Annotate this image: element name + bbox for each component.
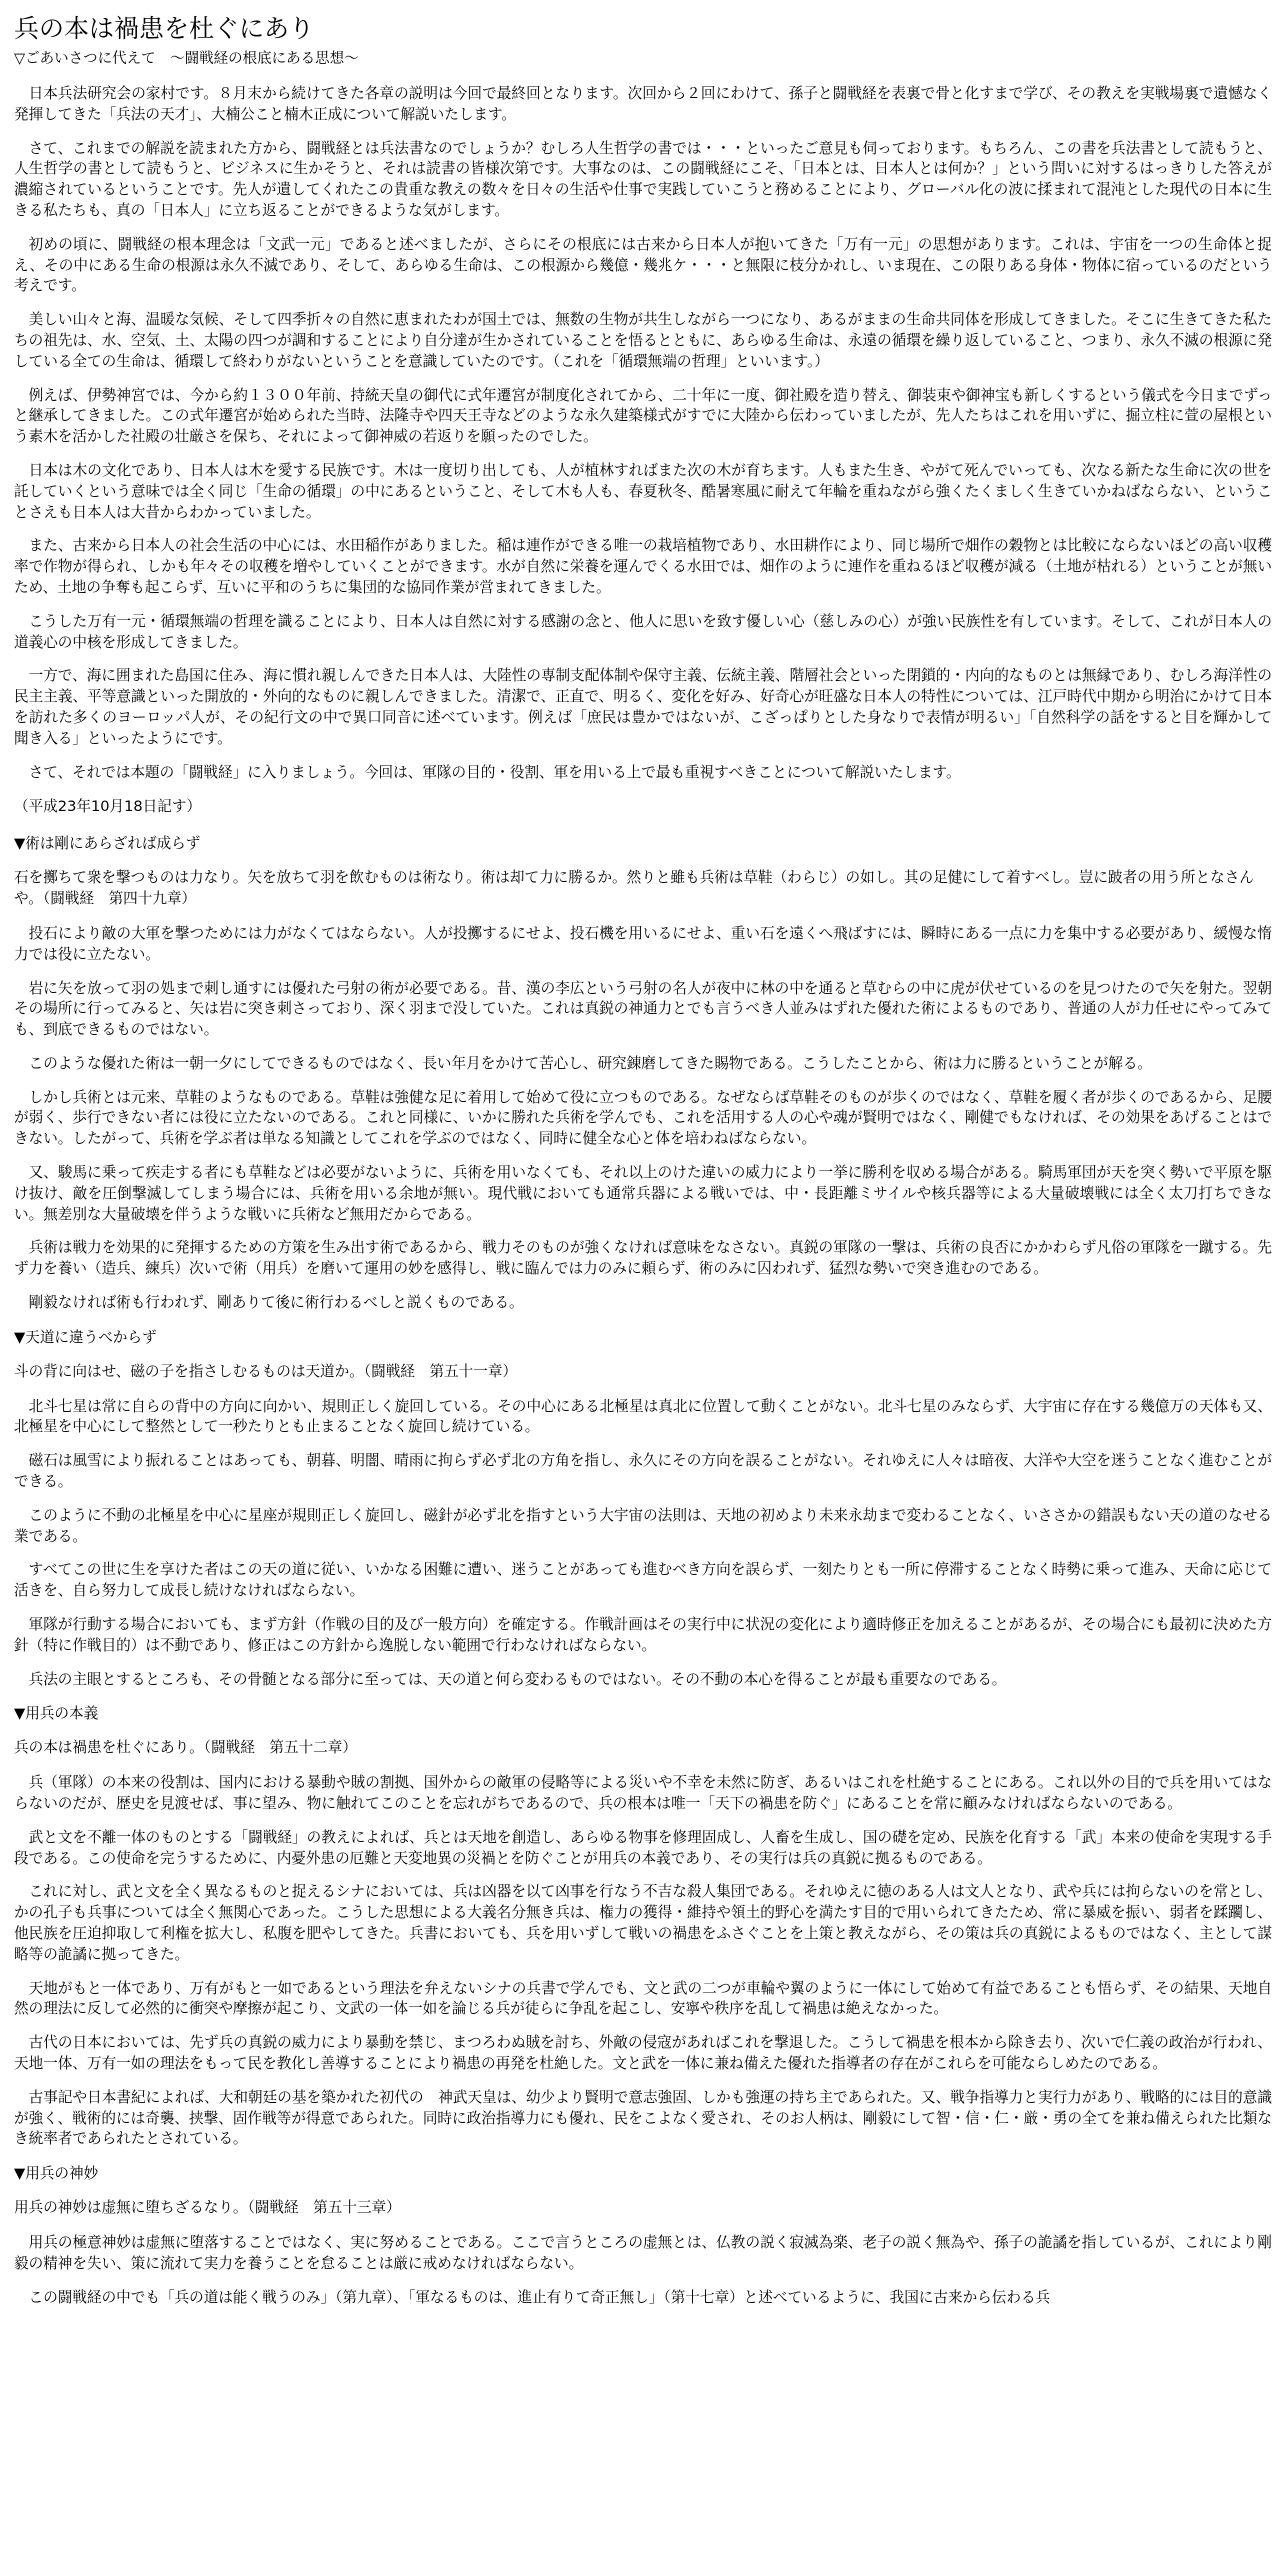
section-quote: 兵の本は禍患を杜ぐにあり。（闘戦経 第五十二章） [14, 1739, 357, 1757]
section-paragraph: 又、駿馬に乗って疾走する者にも草鞋などは必要がないように、兵術を用いなくても、それ以上のけた違いの威力により一挙に勝利を収める場合がある。騎馬軍団が天を突く勢いで平原を駆け抜け、敵を圧倒撃滅してしまう場合には、兵術を用いる余地が無い。現代戦においても通常兵器による戦いでは、中・長距離ミサイルや核兵器等による大量破壊戦には全く太刀打ちできない。無差別な大量破壊を伴うような戦いに兵術など無用だからである。 [14, 1164, 1272, 1223]
intro-paragraph: さて、それでは本題の「闘戦経」に入りましょう。今回は、軍隊の目的・役割、軍を用いる上で最も重視すべきことについて解説いたします。 [28, 763, 961, 781]
date-note: （平成23年10月18日記す） [14, 798, 202, 816]
section-paragraph: この闘戦経の中でも「兵の道は能く戦うのみ」（第九章）、「軍なるものは、進止有りて奇正無し」（第十七章）と述べているように、我国に古来から伝わる兵 [28, 2288, 1051, 2306]
section-quote: 用兵の神妙は虚無に堕ちざるなり。（闘戦経 第五十三章） [14, 2199, 401, 2217]
section-paragraph: 磁石は風雪により振れることはあっても、朝暮、明闇、晴雨に拘らず必ず北の方角を指し、永久にその方向を誤ることがない。それゆえに人々は暗夜、大洋や大空を迷うことなく進むことができる。 [14, 1452, 1272, 1491]
section-paragraph: 剛毅なければ術も行われず、剛ありて後に術行わるべしと説くものである。 [28, 1294, 524, 1312]
page-title: 兵の本は禍患を杜ぐにあり [14, 14, 315, 43]
section-heading: ▼術は剛にあらざれば成らず [14, 835, 201, 853]
intro-paragraph: 例えば、伊勢神宮では、今から約１３００年前、持統天皇の御代に式年遷宮が制度化されてから、二十年に一度、御社殿を造り替え、御装束や御神宝も新しくするという儀式を今日までずっと継承してきました。この式年遷宮が始められた当時、法隆寺や四天王寺などのような永久建築様式がすでに大陸から伝わっていましたが、先人たちはこれを用いずに、掘立柱に萱の屋根という素木を活かした社殿の壮厳さを保ち、それによって御神威の若返りを願ったのでした。 [14, 386, 1272, 446]
intro-paragraph: また、古来から日本人の社会生活の中心には、水田稲作がありました。稲は連作ができる唯一の栽培植物であり、水田耕作により、同じ場所で畑作の穀物とは比較にならないほどの高い収穫率で作物が得られ、しかも年々その収穫を増やしていくことができます。水が自然に栄養を運んでくる水田では、畑作のように連作を重ねるほど収穫が減る（土地が枯れる）ということが無いため、土地の争奪も起こらず、互いに平和のうちに集団的な協同作業が営まれてきました。 [14, 537, 1272, 596]
intro-paragraph: 初めの頃に、闘戦経の根本理念は「文武一元」であると述べましたが、さらにその根底には古来から日本人が抱いてきた「万有一元」の思想があります。これは、宇宙を一つの生命体と捉え、その中にある生命の根源は永久不滅であり、そして、あらゆる生命は、この根源から幾億・幾兆ケ・・・と無限に枝分かれし、いま現在、この限りある身体・物体に宿っているのだという考えです。 [14, 235, 1272, 295]
section-paragraph: 岩に矢を放って羽の処まで刺し通すには優れた弓射の術が必要である。昔、漢の李広という弓射の名人が夜中に林の中を通ると草むらの中に虎が伏せているのを見つけたので矢を射た。翌朝その場所に行ってみると、矢は岩に突き刺さっており、深く羽まで没していた。これは真鋭の神通力とでも言うべき人並みはずれた優れた術によるものであり、普通の人が力任せにやってみても、到底できるものではない。 [14, 979, 1272, 1039]
section-paragraph: このように不動の北極星を中心に星座が規則正しく旋回し、磁針が必ず北を指すという大宇宙の法則は、天地の初めより未来永劫まで変わることなく、いささかの錯誤もない天の道のなせる業である。 [14, 1506, 1272, 1545]
section-paragraph: 北斗七星は常に自らの背中の方向に向かい、規則正しく旋回している。その中心にある北極星は真北に位置して動くことがない。北斗七星のみならず、大宇宙に存在する幾億万の天体も又、北極星を中心にして整然として一秒たりとも止まることなく旋回し続けている。 [14, 1397, 1272, 1436]
section-paragraph: これに対し、武と文を全く異なるものと捉えるシナにおいては、兵は凶器を以て凶事を行なう不吉な殺人集団である。それゆえに徳のある人は文人となり、武や兵には拘らないのを常とし、かの孔子も兵事については全く無関心であった。こうした思想による大義名分無き兵は、権力の獲得・維持や領土的野心を満たす目的で用いられてきたため、常に暴威を振い、弱者を蹂躙し、他民族を圧迫抑取して利権を拡大し、私腹を肥やしてきた。兵書においても、兵を用いずして戦いの禍患をふさぐことを上策と教えながら、その策は兵の真鋭によるものではなく、主として謀略等の詭譎に拠ってきた。 [14, 1883, 1272, 1963]
section-paragraph: しかし兵術とは元来、草鞋のようなものである。草鞋は強健な足に着用して始めて役に立つものである。なぜならば草鞋そのものが歩くのではなく、草鞋を履く者が歩くのであるから、足腰が弱く、歩行できない者には役に立たないのである。これと同様に、いかに勝れた兵術を学んでも、これを活用する人の心や魂が賢明ではなく、剛健でもなければ、その効果をあげることはできない。したがって、兵術を学ぶ者は単なる知識としてこれを学ぶのではなく、同時に健全な心と体を培わねばならない。 [14, 1088, 1272, 1148]
intro-paragraph: 美しい山々と海、温暖な気候、そして四季折々の自然に恵まれたわが国土では、無数の生物が共生しながら一つになり、あるがままの生命共同体を形成してきました。そこに生きてきた私たちの祖先は、水、空気、土、太陽の四つが調和することにより自分達が生かされていることを悟るとともに、あらゆる生命は、永遠の循環を繰り返していること、つまり、永久不滅の根源に発している全ての生命は、循環して終わりがないということを意識していたのです。（これを「循環無端の哲理」といいます。） [14, 311, 1272, 370]
section-paragraph: 天地がもと一体であり、万有がもと一如であるという理法を弁えないシナの兵書で学んでも、文と武の二つが車輪や翼のように一体にして始めて有益であることも悟らず、その結果、天地自然の理法に反して必然的に衝突や摩擦が起こり、文武の一体一如を論じる兵が徒らに争乱を起こし、安寧や秩序を乱して禍患は絶えなかった。 [14, 1979, 1272, 2018]
section-quote: 斗の背に向はせ、磁の子を指さしむるものは天道か。（闘戦経 第五十一章） [14, 1362, 518, 1380]
intro-paragraph: 日本兵法研究会の家村です。８月末から続けてきた各章の説明は今回で最終回となります。次回から２回にわけて、孫子と闘戦経を表裏で骨と化すまで学び、その教えを実戦場裏で遺憾なく発揮してきた「兵法の天才」、大楠公こと楠木正成について解説いたします。 [14, 85, 1272, 123]
section-heading: ▼用兵の本義 [14, 1705, 99, 1723]
intro-paragraph: 日本は木の文化であり、日本人は木を愛する民族です。木は一度切り出しても、人が植林すればまた次の木が育ちます。人もまた生き、やがて死んでいっても、次なる新たな生命に次の世を託していくという意味では全く同じ「生命の循環」の中にあるということ、そして木も人も、春夏秋冬、酷暑寒風に耐えて年輪を重ねながら強くたくましく生きていかねばならない、ということさえも日本人は大昔からわかっていました。 [14, 461, 1272, 521]
section-paragraph: 古事記や日本書紀によれば、大和朝廷の基を築かれた初代の 神武天皇は、幼少より賢明で意志強固、しかも強運の持ち主であられた。又、戦争指導力と実行力があり、戦略的には目的意識が強く、戦術的には奇襲、挟撃、固作戦等が得意であられた。同時に政治指導力にも優れ、民をこよなく愛され、そのお人柄は、剛毅にして智・信・仁・厳・勇の全てを兼ね備えられた比類なき統率者であられたとされている。 [14, 2088, 1272, 2148]
intro-paragraph: こうした万有一元・循環無端の哲理を識ることにより、日本人は自然に対する感謝の念と、他人に思いを致す優しい心（慈しみの心）が強い民族性を有しています。そして、これが日本人の道義心の中核を形成してきました。 [14, 612, 1272, 651]
page-subtitle: ▽ごあいさつに代えて ～闘戦経の根底にある思想～ [14, 51, 359, 67]
section-quote: 石を擲ちて衆を撃つものは力なり。矢を放ちて羽を飲むものは術なり。術は却て力に勝るか。然りと雖も兵術は草鞋（わらじ）の如し。其の足健にして着すべし。豈に跛者の用う所となさんや。（闘戦経 第四十九章） [14, 869, 1254, 908]
section-paragraph: 古代の日本においては、先ず兵の真鋭の威力により暴動を禁じ、まつろわぬ賊を討ち、外敵の侵寇があればこれを撃退した。こうして禍患を根本から除き去り、次いで仁義の政治が行われ、天地一体、万有一如の理法をもって民を教化し善導することにより禍患の再発を杜絶した。文と武を一体に兼ね備えた優れた指導者の存在がこれらを可能ならしめたのである。 [14, 2034, 1272, 2072]
section-paragraph: このような優れた術は一朝一夕にしてできるものではなく、長い年月をかけて苦心し、研究錬磨してきた賜物である。こうしたことから、術は力に勝るということが解る。 [28, 1054, 1153, 1072]
section-heading: ▼天道に違うべからず [14, 1328, 157, 1346]
section-paragraph: 用兵の極意神妙は虚無に堕落することではなく、実に努めることである。ここで言うところの虚無とは、仏教の説く寂滅為楽、老子の説く無為や、孫子の詭譎を指しているが、これにより剛毅の精神を失い、策に流れて実力を養うことを怠ることは厳に戒めなければならない。 [14, 2233, 1272, 2272]
section-paragraph: 投石により敵の大軍を撃つためには力がなくてはならない。人が投擲するにせよ、投石機を用いるにせよ、重い石を遠くへ飛ばすには、瞬時にある一点に力を集中する必要があり、緩慢な惰力では役に立たない。 [14, 924, 1272, 963]
section-paragraph: 兵法の主眼とするところも、その骨髄となる部分に至っては、天の道と何ら変わるものではない。その不動の本心を得ることが最も重要なのである。 [28, 1670, 1007, 1688]
section-paragraph: 武と文を不離一体のものとする「闘戦経」の教えによれば、兵とは天地を創造し、あらゆる物事を修理固成し、人畜を生成し、国の礎を定め、民族を化育する「武」本来の使命を実現する手段である。この使命を完うするために、内憂外患の厄難と天変地異の災禍とを防ぐことが用兵の本義であり、その実行は兵の真鋭に拠るものである。 [14, 1828, 1272, 1867]
section-paragraph: すべてこの世に生を享けた者はこの天の道に従い、いかなる困難に遭い、迷うことがあっても進むべき方向を誤らず、一刻たりとも一所に停滞することなく時勢に乗って進み、天命に応じて活きを、自ら努力して成長し続けなければならない。 [14, 1561, 1272, 1600]
intro-paragraph: さて、これまでの解説を読まれた方から、闘戦経とは兵法書なのでしょうか？むしろ人生哲学の書では・・・といったご意見も伺っております。もちろん、この書を兵法書として読もうと、人生哲学の書として読もうと、ビジネスに生かそうと、それは読書の皆様次第です。大事なのは、この闘戦経にこそ、「日本とは、日本人とは何か？」という問いに対するはっきりした答えが濃縮されているということです。先人が遺してくれたこの貴重な教えの数々を日々の生活や仕事で実践していこうと務めることにより、グローバル化の波に揉まれて混沌とした現代の日本に生きる私たちも、真の「日本人」に立ち返ることができるような気がします。 [14, 139, 1272, 219]
section-heading: ▼用兵の神妙 [14, 2165, 99, 2183]
intro-paragraph: 一方で、海に囲まれた島国に住み、海に慣れ親しんできた日本人は、大陸性の専制支配体制や保守主義、伝統主義、階層社会といった閉鎖的・内向的なものとは無縁であり、むしろ海洋性の民主主義、平等意識といった開放的・外向的なものに親しんできました。清潔で、正直で、明るく、変化を好み、好奇心が旺盛な日本人の特性については、江戸時代中期から明治にかけて日本を訪れた多くのヨーロッパ人が、その紀行文の中で異口同音に述べています。例えば「庶民は豊かではないが、こざっぱりとした身なりで表情が明るい」「自然科学の話をすると目を輝かして聞き入る」といったようにです。 [14, 667, 1272, 747]
section-paragraph: 兵術は戦力を効果的に発揮するための方策を生み出す術であるから、戦力そのものが強くなければ意味をなさない。真鋭の軍隊の一撃は、兵術の良否にかかわらず凡俗の軍隊を一蹴する。先ず力を養い（造兵、練兵）次いで術（用兵）を磨いて運用の妙を感得し、戦に臨んでは力のみに頼らず、術のみに囚われず、猛烈な勢いで突き進むのである。 [14, 1239, 1272, 1278]
section-paragraph: 軍隊が行動する場合においても、まず方針（作戦の目的及び一般方向）を確定する。作戦計画はその実行中に状況の変化により適時修正を加えることがあるが、その場合にも最初に決めた方針（特に作戦目的）は不動であり、修正はこの方針から逸脱しない範囲で行わなければならない。 [14, 1616, 1272, 1654]
section-paragraph: 兵（軍隊）の本来の役割は、国内における暴動や賊の割拠、国外からの敵軍の侵略等による災いや不幸を未然に防ぎ、あるいはこれを杜絶することにある。これ以外の目的で兵を用いてはならないのだが、歴史を見渡せば、事に望み、物に触れてこのことを忘れがちであるので、兵の根本は唯一「天下の禍患を防ぐ」にあることを常に顧みなければならないのである。 [14, 1774, 1272, 1813]
